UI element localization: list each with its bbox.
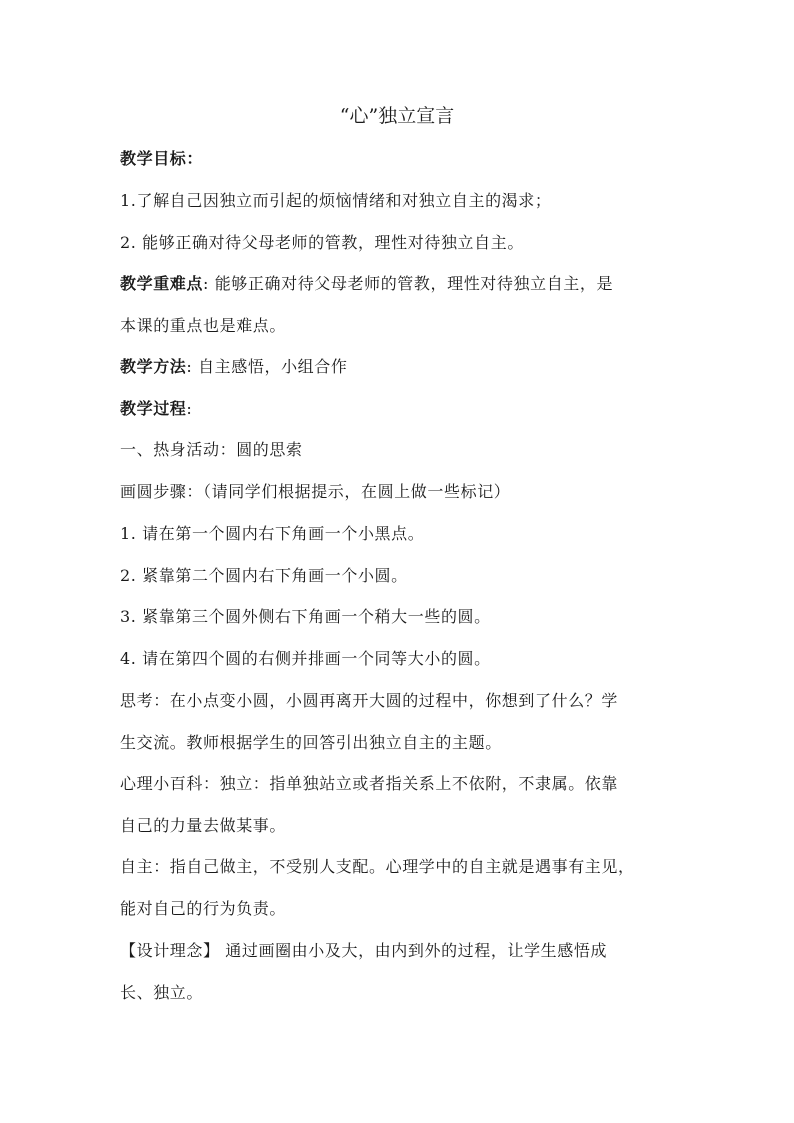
process-heading — [120, 398, 680, 420]
psych-line-2: 自己的力量去做某事。 — [120, 816, 287, 835]
step-2: 2. 紧靠第二个圆内右下角画一个小圆。 — [120, 566, 408, 585]
process-colon: : — [186, 399, 193, 418]
document-title: “心”独立宣言 — [339, 105, 455, 127]
design-idea-line-1: 【设计理念】 通过画圈由小及大，由内到外的过程，让学生感悟成 — [120, 941, 608, 960]
step-3: 3. 紧靠第三个圆外侧右下角画一个稍大一些的圆。 — [120, 607, 491, 626]
step-1: 1. 请在第一个圆内右下角画一个小黑点。 — [120, 524, 425, 543]
method-label: 教学方法 — [120, 357, 187, 376]
autonomy-line-1: 自主：指自己做主，不受别人支配。心理学中的自主就是遇事有主见， — [120, 857, 635, 876]
goals-heading: 教学目标： — [120, 149, 204, 168]
process-label: 教学过程 — [120, 399, 187, 418]
psych-line-1: 心理小百科：独立：指单独站立或者指关系上不依附，不隶属。依靠 — [120, 774, 619, 793]
key-points-line-1 — [120, 273, 680, 295]
goal-item-2: 2. 能够正确对待父母老师的管教，理性对待独立自主。 — [120, 233, 524, 252]
key-points-label: 教学重难点 — [120, 274, 204, 293]
key-points-line-2: 本课的重点也是难点。 — [120, 316, 287, 335]
think-line-2: 生交流。教师根据学生的回答引出独立自主的主题。 — [120, 733, 502, 752]
step-4: 4. 请在第四个圆的右侧并排画一个同等大小的圆。 — [120, 649, 491, 668]
design-idea-line-2: 长、独立。 — [120, 983, 204, 1002]
goal-item-1: 1.了解自己因独立而引起的烦恼情绪和对独立自主的渴求； — [120, 191, 552, 210]
section-1-heading: 一、热身活动：圆的思索 — [120, 440, 303, 459]
method-line — [120, 356, 680, 378]
autonomy-line-2: 能对自己的行为负责。 — [120, 899, 287, 918]
method-text: : 自主感悟，小组合作 — [186, 357, 348, 376]
think-line-1: 思考：在小点变小圆，小圆再离开大圆的过程中，你想到了什么？学 — [120, 691, 619, 710]
steps-intro: 画圆步骤：（请同学们根据提示，在圆上做一些标记） — [120, 482, 511, 501]
key-points-text: : 能够正确对待父母老师的管教，理性对待独立自主，是 — [203, 274, 614, 293]
